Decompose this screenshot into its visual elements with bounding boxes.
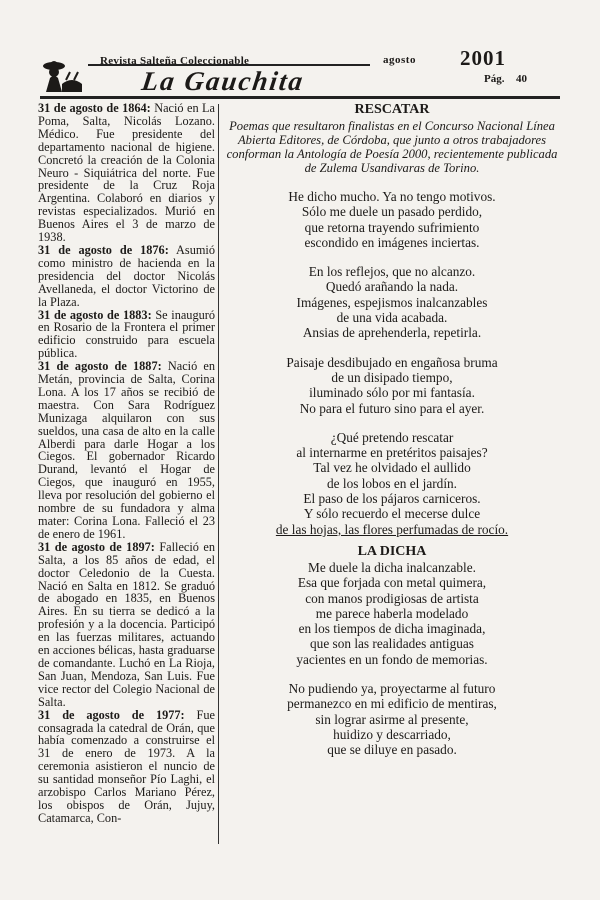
poem-line: Esa que forjada con metal quimera, (297, 575, 487, 591)
section-intro: Poemas que resultaron finalistas en el Concurso Nacional Línea Abierta Editores, de Córdoba, que junto a otros trabajadores conforman la Antología de Poesía 2000, recientemente publicada de Zulema Usandivaras de Torino. (226, 119, 558, 175)
efemeride-date: 31 de agosto de 1897: (38, 539, 155, 554)
poem-stanza (222, 355, 562, 416)
efemeride-text: Nació en La Poma, Salta, Nicolás Lozano. Médico. Fue presidente del departamento nacional de higiene. Concretó la creación de la Colonia Neuro - Siquiátrica del norte. Fue presidente de la Cruz Roja Argentina. Colaboró en diarios y revistas especializados. Murió en Buenos Aires el 3 de marzo de 1938. (38, 101, 215, 245)
efemerides-column (38, 102, 215, 825)
poem-line: con manos prodigiosas de artista (305, 590, 479, 606)
poem-line: que son las realidades antiguas (310, 636, 474, 652)
poem-stanza (222, 189, 562, 250)
poem-line: que se diluye en pasado. (327, 742, 457, 758)
poem-la-dicha (222, 560, 562, 758)
poem-line: permanezco en mi edificio de mentiras, (287, 696, 497, 712)
poem-stanza (222, 560, 562, 667)
efemeride-entry (38, 541, 215, 709)
poem-line: me parece haberla modelado (315, 605, 469, 621)
poem-line: en los tiempos de dicha imaginada, (298, 621, 486, 637)
poem-stanza (222, 681, 562, 757)
poem-line: que retorna trayendo sufrimiento (304, 219, 480, 235)
poetry-column (222, 102, 562, 758)
poem-title-la-dicha: LA DICHA (357, 543, 427, 559)
poem-line: de un disipado tiempo, (331, 369, 453, 385)
magazine-title: La Gauchita (139, 66, 307, 96)
section-title: RESCATAR (354, 102, 430, 117)
poem-line: yacientes en un fondo de memorias. (296, 651, 488, 667)
gaucho-logo-icon (40, 54, 84, 94)
efemeride-date: 31 de agosto de 1883: (38, 307, 152, 322)
column-divider (218, 104, 219, 844)
poem-line: sin lograr asirme al presente, (315, 711, 469, 727)
poem-line: de las hojas, las flores perfumadas de rocío. (275, 521, 509, 537)
header-rule-bottom (40, 96, 560, 99)
poem-line: No pudiendo ya, proyectarme al futuro (288, 681, 496, 697)
poem-line: Me duele la dicha inalcanzable. (308, 559, 476, 575)
poem-line: de los lobos en el jardín. (327, 475, 457, 491)
issue-year: 2001 (460, 46, 506, 70)
efemeride-text: Fue consagrada la catedral de Orán, que había comenzado a construirse el 31 de enero de 1973. A la ceremonia asistieron el nuncio de su santidad monseñor Pío Laghi, el arzobispo Carlos Mariano Pérez, los obispos de Orán, Jujuy, Catamarca, Con- (38, 707, 215, 825)
efemeride-entry (38, 244, 215, 309)
poem-stanza (222, 430, 562, 537)
page-header (40, 46, 560, 102)
poem-line: Y sólo recuerdo el mecerse dulce (303, 506, 481, 522)
poem-line: huidizo y descarriado, (333, 726, 451, 742)
poem-line: Paisaje desdibujado en engañosa bruma (286, 354, 498, 370)
poem-rescatar (222, 189, 562, 537)
efemeride-text: Se inauguró en Rosario de la Frontera el primer edificio construido para escuela pública. (38, 307, 215, 361)
poem-line: al internarme en pretéritos paisajes? (296, 445, 488, 461)
poem-line: ¿Qué pretendo rescatar (330, 429, 454, 445)
efemeride-date: 31 de agosto de 1864: (38, 101, 151, 115)
efemeride-date: 31 de agosto de 1876: (38, 242, 169, 257)
efemeride-text: Nació en Metán, provincia de Salta, Corina Lona. A los 17 años se recibió de maestra. Con Sara Rodríguez Munizaga alquilaron con sus sueldos, una casa de alto en la calle Alberdi para darle Hogar a los Ciegos. El gobernador Ricardo Durand, levantó el Hogar de Ciegos, que inauguró en 1955, lleva por resolución del gobierno el nombre de su fundadora y alma mater: Corina Lona. Falleció el 23 de enero de 1961. (38, 359, 215, 541)
poem-line: iluminado sólo por mi fantasía. (309, 385, 475, 401)
poem-line: escondido en imágenes inciertas. (304, 234, 480, 250)
efemeride-entry (38, 309, 215, 361)
poem-line: He dicho mucho. Ya no tengo motivos. (288, 189, 496, 204)
poem-line: Imágenes, espejismos inalcanzables (296, 294, 488, 310)
poem-line: de una vida acabada. (336, 310, 448, 326)
efemeride-date: 31 de agosto de 1887: (38, 359, 162, 374)
efemeride-date: 31 de agosto de 1977: (38, 707, 185, 722)
poem-line: Tal vez he olvidado el aullido (313, 460, 471, 476)
poem-line: Ansias de aprehenderla, repetirla. (302, 325, 482, 341)
poem-line: Quedó arañando la nada. (325, 279, 459, 295)
poem-line: En los reflejos, que no alcanzo. (308, 264, 476, 280)
efemeride-entry (38, 102, 215, 244)
issue-date: agosto (383, 54, 416, 66)
efemeride-entry (38, 360, 215, 541)
efemeride-text: Asumió como ministro de hacienda en la presidencia del doctor Nicolás Avellaneda, el doctor Victorino de la Plaza. (38, 242, 215, 309)
poem-line: El paso de los pájaros carniceros. (303, 491, 481, 507)
magazine-kicker: Revista Salteña Coleccionable (100, 55, 250, 67)
page-number: 40 (516, 73, 527, 85)
efemeride-entry (38, 709, 215, 825)
efemeride-text: Falleció en Salta, a los 85 años de edad, el doctor Celedonio de la Cuesta. Nació en Salta en 1812. Se graduó de abogado en 1835, en Buenos Aires. En su tierra se dedicó a la profesión y a la docencia. Participó en las fuerzas militares, actuando en acciones bélicas, hasta graduarse de comandante. Luchó en La Rioja, San Juan, Mendoza, San Luis. Fue vice rector del Colegio Nacional de Salta. (38, 539, 215, 709)
poem-stanza (222, 264, 562, 340)
page-label: Pág. (484, 73, 505, 85)
poem-line: No para el futuro sino para el ayer. (299, 400, 485, 416)
poem-line: Sólo me duele un pasado perdido, (301, 204, 483, 220)
